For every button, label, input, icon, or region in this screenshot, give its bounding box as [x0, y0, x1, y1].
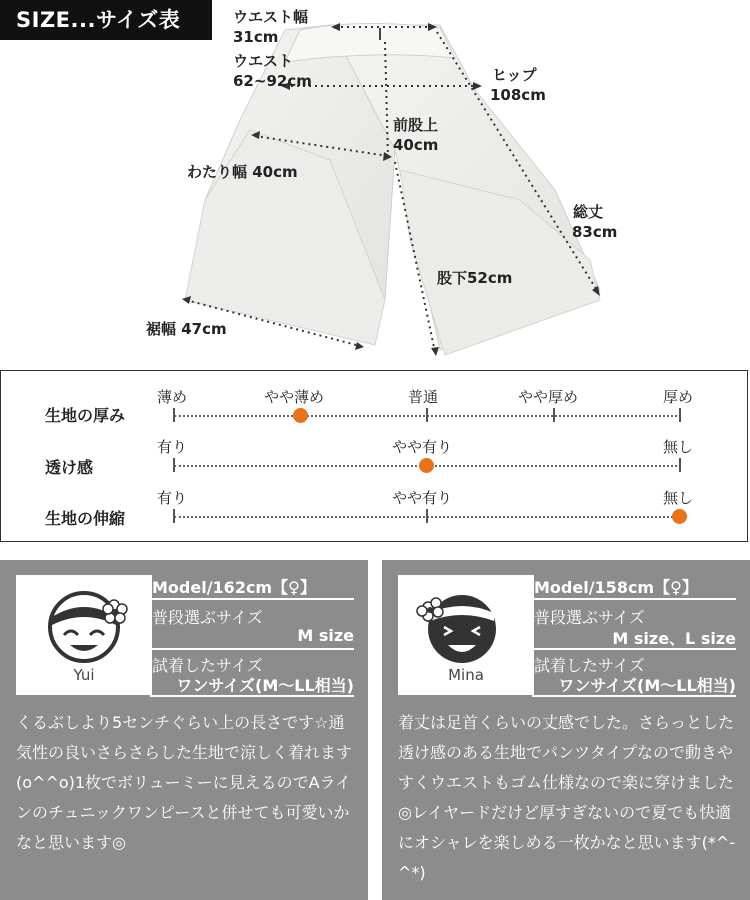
scale-tick — [173, 408, 175, 422]
scale-option: 厚め — [663, 388, 694, 406]
model-comment: 着丈は足首くらいの丈感でした。さらっとした透け感のある生地でパンツタイプなので動きやすくウエストもゴム仕様なので楽に穿けました◎レイヤードだけど厚すぎないので夏でも快適にオシャレを楽しめる一枚かなと思います(*^-^*) — [398, 713, 736, 882]
stretch-indicator-dot — [672, 509, 687, 524]
scale-tick — [426, 509, 428, 523]
hem-label: 裾幅 47cm — [146, 320, 227, 338]
front-rise-label: 前股上 — [393, 116, 439, 134]
tried-size-value: ワンサイズ(M〜LL相当) — [176, 676, 354, 695]
tried-size-label: 試着したサイズ — [534, 656, 645, 675]
scale-tick — [553, 408, 555, 422]
scale-option: 有り — [157, 438, 188, 456]
model-height: Model/162cm【♀】 — [152, 578, 316, 597]
transparency-indicator-dot — [419, 458, 434, 473]
usual-size-value: M size — [297, 626, 354, 645]
waist-width-label: ウエスト幅 — [233, 8, 309, 26]
divider — [532, 695, 736, 697]
thickness-label: 生地の厚み — [45, 406, 126, 425]
scale-tick — [426, 408, 428, 422]
scale-option: やや有り — [392, 438, 453, 456]
divider — [150, 648, 354, 650]
waist-value: 62~92cm — [233, 72, 312, 90]
stretch-label: 生地の伸縮 — [45, 509, 126, 528]
waist-width-value: 31cm — [233, 28, 279, 46]
scale-option: やや薄め — [264, 388, 325, 406]
scale-option: やや有り — [392, 489, 453, 507]
model-height: Model/158cm【♀】 — [534, 578, 698, 597]
waist-label: ウエスト — [233, 52, 294, 70]
thickness-indicator-dot — [293, 408, 308, 423]
scale-option: 普通 — [408, 388, 439, 406]
scale-tick — [679, 458, 681, 472]
length-value: 83cm — [572, 223, 618, 241]
pants-illustration — [0, 0, 750, 370]
front-rise-value: 40cm — [393, 136, 439, 154]
divider — [150, 598, 354, 600]
tried-size-value: ワンサイズ(M〜LL相当) — [558, 676, 736, 695]
length-label: 総丈 — [573, 203, 604, 221]
scale-tick — [679, 408, 681, 422]
scale-tick — [173, 509, 175, 523]
tried-size-label: 試着したサイズ — [152, 656, 263, 675]
hip-value: 108cm — [490, 86, 546, 104]
scale-option: やや厚め — [518, 388, 579, 406]
transparency-label: 透け感 — [45, 458, 94, 477]
scale-tick — [173, 458, 175, 472]
usual-size-value: M size、L size — [612, 629, 736, 648]
inseam-label: 股下52cm — [437, 269, 513, 287]
hip-label: ヒップ — [492, 66, 537, 84]
divider — [532, 648, 736, 650]
model-comment: くるぶしより5センチぐらい上の長さです☆通気性の良いさらさらした生地で涼しく着れます(o^^o)1枚でボリューミーに見えるのでAラインのチュニックワンピースと併せても可愛いかなと思います◎ — [16, 713, 353, 852]
model-name: Yui — [73, 666, 95, 684]
scale-option: 無し — [663, 438, 694, 456]
model-name: Mina — [448, 666, 484, 684]
thigh-label: わたり幅 40cm — [187, 163, 298, 181]
usual-size-label: 普段選ぶサイズ — [152, 608, 263, 627]
usual-size-label: 普段選ぶサイズ — [534, 608, 645, 627]
divider — [532, 598, 736, 600]
scale-option: 有り — [157, 489, 188, 507]
divider — [150, 695, 354, 697]
scale-option: 無し — [663, 489, 694, 507]
scale-option: 薄め — [157, 388, 188, 406]
size-chart-title: SIZE...サイズ表 — [0, 0, 212, 40]
